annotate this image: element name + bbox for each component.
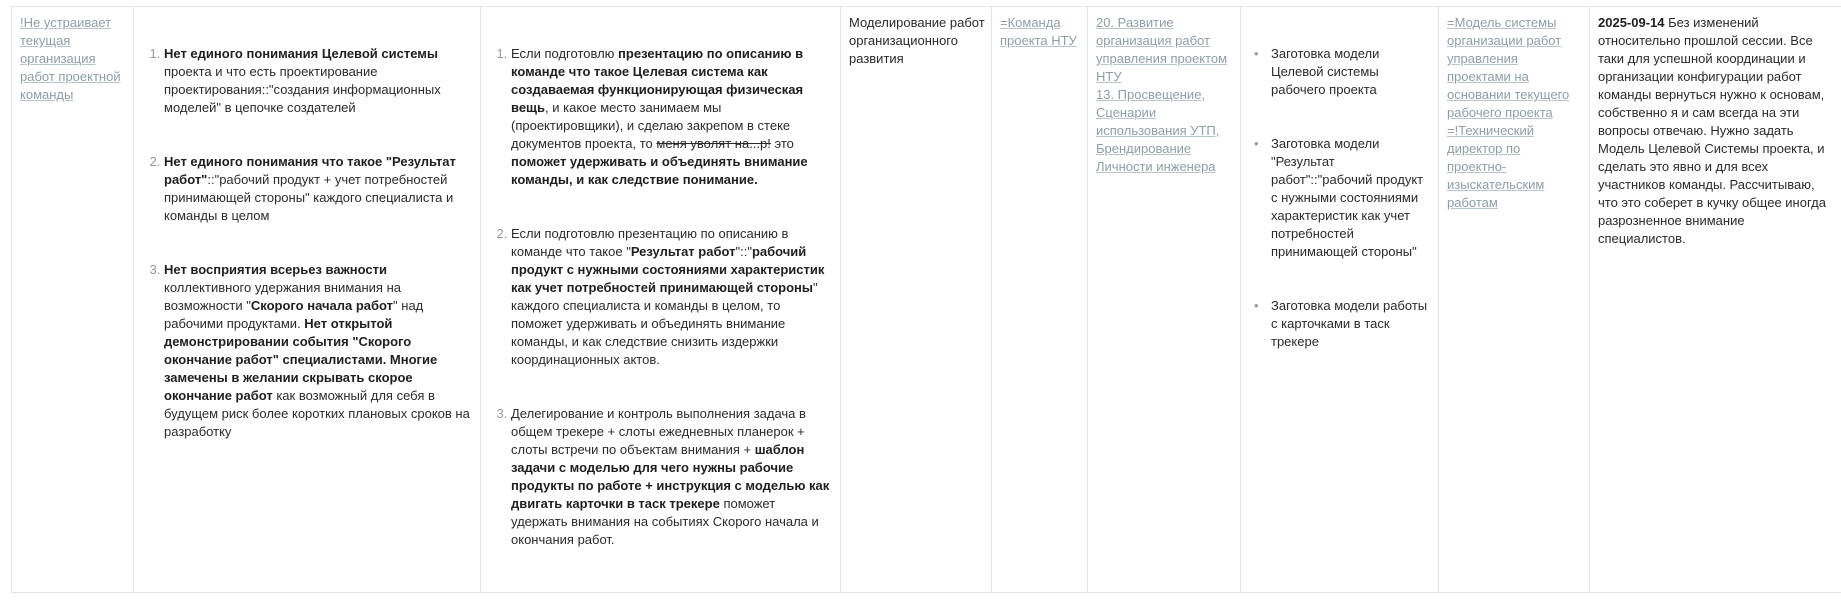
strikethrough-text: меня уволят на...р! [656, 136, 771, 151]
solutions-list [489, 45, 834, 549]
project-link[interactable]: 20. Развитие организация работ управления проектом НТУ [1096, 15, 1228, 84]
problem-bold-text: Нет единого понимания Целевой системы [164, 46, 439, 61]
cell-log [1590, 7, 1841, 593]
table [11, 6, 1841, 593]
log-text: Без изменений относительно прошлой сессии. Все таки для успешной координации и организации конфигурации работ команды вернуться нужно к основам, собственно я и сам всегда на эти вопросы отвечаю. Нужно задать Модель Целевой Системы проекта, и сделать это явно и для всех участников команды. Рассчитываю, что это соберет в кучку общее иногда разрозненное внимание специалистов. [1598, 15, 1826, 246]
problem-bold-text: Нет восприятия всерьез важности [164, 262, 388, 277]
model-link[interactable]: =Модель системы организации работ управления проектами на основании текущего рабочего проекта [1447, 15, 1570, 120]
cell-problems-list [134, 7, 481, 593]
problem-bold-text: Нет открытой демонстрировании события "Скорого окончание работ" специалистами. Многие замечены в желании скрывать скорое окончание работ [164, 316, 438, 403]
cell-projects [1088, 7, 1241, 593]
solution-text: , и какое место занимаем мы (проектировщики), и сделаю закрепом в стеке документов проекта, то [511, 100, 791, 151]
solution-text: "::" [735, 244, 752, 259]
list-item: • Заготовка модели работы с карточками в таск трекере [1271, 297, 1432, 351]
list-item: • Заготовка модели Целевой системы рабочего проекта [1271, 45, 1432, 99]
list-item [511, 405, 834, 549]
list-item [511, 225, 834, 369]
solution-text: Если подготовлю презентацию по описанию в команде что такое " [511, 226, 789, 259]
solution-bold-text: Результат работ [630, 244, 736, 259]
problem-bold-text: Скорого начала работ [250, 298, 394, 313]
practice-text: Моделирование работ организационного развития [849, 15, 985, 66]
problem-text: проекта и что есть проектирование проектирования::"создания информационных моделей" в цепочке создателей [164, 64, 441, 115]
solution-text: Делегирование и контроль выполнения задача в общем трекере + слоты ежедневных планерок + слоты встречи по объектам внимания + [511, 406, 806, 457]
problem-text: " над рабочими продуктами. [164, 298, 424, 331]
solution-text: поможет удержать внимания на событиях Скорого начала и окончания работ. [511, 496, 819, 547]
solution-text: это [770, 136, 794, 151]
list-item [164, 153, 474, 225]
solution-text: Если подготовлю [511, 46, 619, 61]
cell-practice [841, 7, 992, 593]
cell-solutions-list [481, 7, 841, 593]
problem-text: ::"рабочий продукт + учет потребностей принимающей стороны" каждого специалиста и команды в целом [164, 172, 454, 223]
list-item [511, 45, 834, 189]
project-link[interactable]: 13. Просвещение, Сценарии использования УТП, Брендирование Личности инженера [1096, 87, 1220, 174]
cell-team [992, 7, 1088, 593]
problem-link[interactable]: !Не устраивает текущая организация работ проектной команды [20, 15, 121, 102]
solution-bold-text: поможет удерживать и объединять внимание команды, и как следствие понимание. [511, 154, 808, 187]
solution-bold-text: рабочий продукт с нужными состояниями характеристик как учет потребностей принимающей стороны [511, 244, 825, 295]
model-link[interactable]: =!Технический директор по проектно-изыскательским работам [1447, 123, 1545, 210]
problems-list [142, 45, 474, 441]
cell-artifacts [1241, 7, 1439, 593]
solution-bold-text: презентацию по описанию в команде что такое Целевая система как создаваемая функционирующая физическая вещь [511, 46, 804, 115]
records-table [11, 6, 1841, 593]
list-item [164, 261, 474, 441]
list-item: • Заготовка модели "Результат работ"::"рабочий продукт с нужными состояниями характеристик как учет потребностей принимающей стороны" [1271, 135, 1432, 261]
cell-models [1439, 7, 1590, 593]
table-row [12, 7, 1841, 593]
problem-text: как возможный для себя в будущем риск более коротких плановых сроков на разработку [164, 388, 470, 439]
team-link[interactable]: =Команда проекта НТУ [1000, 15, 1077, 48]
solution-text: " каждого специалиста и команды в целом, то поможет удерживать и объединять внимание команды, и как следствие снизить издержки координационных актов. [511, 280, 818, 367]
solution-bold-text: шаблон задачи с моделью для чего нужны рабочие продукты по работе + инструкция с моделью как двигать карточки в таск трекере [511, 442, 830, 511]
problem-bold-text: Нет единого понимания что такое "Результат работ" [164, 154, 456, 187]
list-item [164, 45, 474, 117]
cell-problem [12, 7, 134, 593]
problem-text: коллективного удержания внимания на возможности " [164, 280, 401, 313]
log-date: 2025-09-14 [1598, 15, 1665, 30]
artifacts-list [1249, 45, 1432, 351]
